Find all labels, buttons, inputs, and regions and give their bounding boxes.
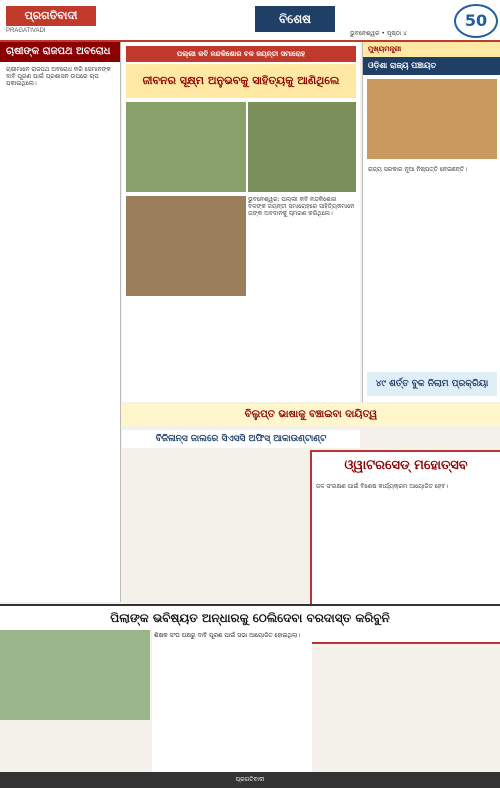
newspaper-logo-sub: PRAGATIVADI <box>6 28 46 34</box>
bottom-photo <box>0 630 150 720</box>
anniversary-badge: 50 <box>454 4 498 38</box>
dateline: ଭୁବନେଶ୍ୱର • ପୃଷ୍ଠା ୪ <box>350 30 407 37</box>
right-kicker: ମୁଖ୍ୟମନ୍ତ୍ରୀ <box>363 42 500 57</box>
middle-subband: ବିଜିଳାନ୍ସ ଜାଲରେ ସିଏସସି ଅଫିସ୍ ଆକାଉଣ୍ଟାଣ୍ଟ <box>122 430 360 448</box>
right-box: ୪୯ ଶର୍ତ୍ତ ବୁକ ନିଲାମ ପ୍ରକ୍ରିୟା <box>367 372 497 396</box>
right-body: ରାଜ୍ୟ ସରକାର ନୂଆ ନିଷ୍ପତ୍ତି ନେଇଛନ୍ତି। <box>368 166 467 173</box>
right-headline: ଓଡ଼ିଶା ରାଜ୍ୟ ପଞ୍ଚାୟତ <box>363 57 500 75</box>
right-photo <box>367 79 497 159</box>
bottom-body: ଶିକ୍ଷକ ସଂଘ ପକ୍ଷରୁ ଦାବି ପୂରଣ ପାଇଁ ସଭା ଆୟୋଜିତ ହୋଇଥିଲା। <box>152 630 312 788</box>
footer: ପ୍ରଗତିବାଦୀ <box>0 772 500 788</box>
middle-band: ବିଲୁପ୍ତ ଭାଷାକୁ ବଞ୍ଚାଇବା ଦାୟିତ୍ୱ <box>122 404 500 426</box>
main-kicker: ପଲ୍ଲୀ କବି ନନ୍ଦକିଶୋର ବଳ ଜୟନ୍ତୀ ସମାରୋହ <box>126 46 356 62</box>
newspaper-logo: ପ୍ରଗତିବାଦୀ <box>6 6 96 26</box>
advert-title: ଓ୍ୱାଟରସେଡ୍ ମହୋତ୍ସବ <box>312 452 500 479</box>
advert-body: ଜଳ ସଂରକ୍ଷଣ ପାଇଁ ବିଶେଷ କାର୍ଯ୍ୟକ୍ରମ ଆୟୋଜିତ ହେବ। <box>316 483 449 490</box>
main-story <box>122 42 360 402</box>
left-headline: ଚାଷୀଙ୍କ ରାଜପଥ ଅବରୋଧ <box>0 42 120 62</box>
left-body: ଚାଷୀମାନେ ରାଜପଥ ଅବରୋଧ କରି ସେମାନଙ୍କ ଦାବି ପୂରଣ ପାଇଁ ପ୍ରଶାସନ ଉପରେ ଚାପ ପକାଇଥିଲେ। <box>6 66 111 87</box>
main-headline: ଜୀବନର ସୂକ୍ଷ୍ମ ଅନୁଭବକୁ ସାହିତ୍ୟକୁ ଆଣିଥିଲେ <box>126 64 356 98</box>
main-photo-3 <box>126 196 246 296</box>
left-column <box>0 42 121 602</box>
bottom-headline: ପିଲାଙ୍କ ଭବିଷ୍ୟତ ଅନ୍ଧାରକୁ ଠେଲିଦେବା ବରଦାସ୍ତ କରିବୁନି <box>0 604 500 630</box>
right-column <box>362 42 500 402</box>
main-photo-1 <box>126 102 246 192</box>
section-title: ବିଶେଷ <box>255 6 335 32</box>
main-photo-2 <box>248 102 356 192</box>
masthead <box>0 0 500 42</box>
main-body: ଭୁବନେଶ୍ୱର: ପଲ୍ଲୀ କବି ନନ୍ଦକିଶୋର ବଳଙ୍କ ଜୟନ୍ତୀ ସମାରୋହରେ ସାହିତ୍ୟିକମାନେ ତାଙ୍କ ଅବଦାନକୁ ସ୍ମରଣ କରିଥିଲେ। <box>248 196 355 217</box>
